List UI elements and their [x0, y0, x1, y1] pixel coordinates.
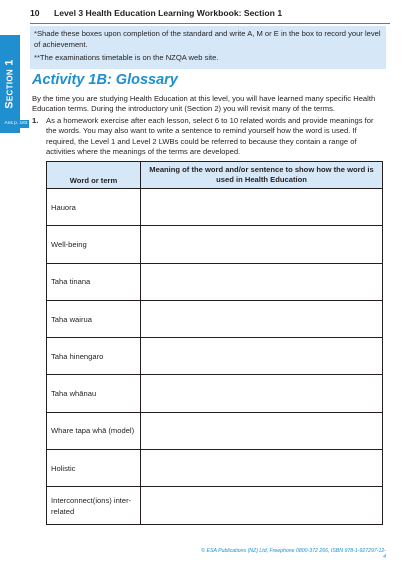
meaning-cell[interactable]: [141, 300, 383, 337]
table-row: [47, 338, 383, 375]
table-row: [47, 189, 383, 226]
term-cell: Taha wairua: [47, 300, 141, 337]
table-row: [47, 226, 383, 263]
meaning-cell[interactable]: [141, 226, 383, 263]
table-row: [47, 375, 383, 412]
table-row: [47, 300, 383, 337]
term-cell: Whare tapa whā (model): [47, 412, 141, 449]
meaning-cell[interactable]: [141, 263, 383, 300]
term-cell: Well-being: [47, 226, 141, 263]
running-title: Level 3 Health Education Learning Workbook: Section 1: [54, 8, 283, 18]
meaning-cell[interactable]: [141, 338, 383, 375]
term-cell: Taha whānau: [47, 375, 141, 412]
meaning-cell[interactable]: [141, 487, 383, 524]
table-row: [47, 412, 383, 449]
table-header-row: [47, 162, 383, 189]
table-row: [47, 487, 383, 524]
answer-reference-badge: Ans p. 183: [4, 121, 28, 126]
header-word-or-term: Word or term: [47, 162, 141, 189]
activity-intro: By the time you are studying Health Education at this level, you will have learned many specific Health Education terms. During the introductory unit (Section 2) you will revisit many of the terms.: [32, 94, 376, 114]
term-cell: Interconnect(ions) inter-related: [47, 487, 141, 524]
activity-title: Activity 1B: Glossary: [32, 72, 178, 88]
section-tab: [0, 35, 20, 133]
term-cell: Taha tinana: [47, 263, 141, 300]
note-timetable: **The examinations timetable is on the NZQA web site.: [34, 53, 219, 62]
meaning-cell[interactable]: [141, 189, 383, 226]
section-tab-label: Section 1: [4, 59, 16, 109]
copyright-footer: © ESA Publications (NZ) Ltd, Freephone 0800-372 266, ISBN 978-1-927297-12-4: [201, 548, 386, 560]
term-cell: Holistic: [47, 450, 141, 487]
question-number: 1.: [32, 116, 39, 125]
table-row: [47, 263, 383, 300]
glossary-table: [46, 161, 383, 525]
meaning-cell[interactable]: [141, 412, 383, 449]
meaning-cell[interactable]: [141, 375, 383, 412]
page-number: 10: [30, 8, 40, 18]
term-cell: Hauora: [47, 189, 141, 226]
table-row: [47, 450, 383, 487]
header-meaning: Meaning of the word and/or sentence to show how the word is used in Health Education: [141, 162, 383, 189]
note-shading: *Shade these boxes upon completion of the standard and write A, M or E in the box to record your level of achievement.: [34, 29, 381, 49]
meaning-cell[interactable]: [141, 450, 383, 487]
term-cell: Taha hinengaro: [47, 338, 141, 375]
page-header: [30, 8, 390, 24]
notes-box: [30, 26, 386, 69]
question-text: As a homework exercise after each lesson, select 6 to 10 related words and provide meanings for the words. You may also want to write a sentence to remind yourself how the word is used. If required, the Level 1 and Level 2 LWBs could be referred to because they contain a range of activities where the meanings of the terms are developed.: [46, 116, 374, 157]
